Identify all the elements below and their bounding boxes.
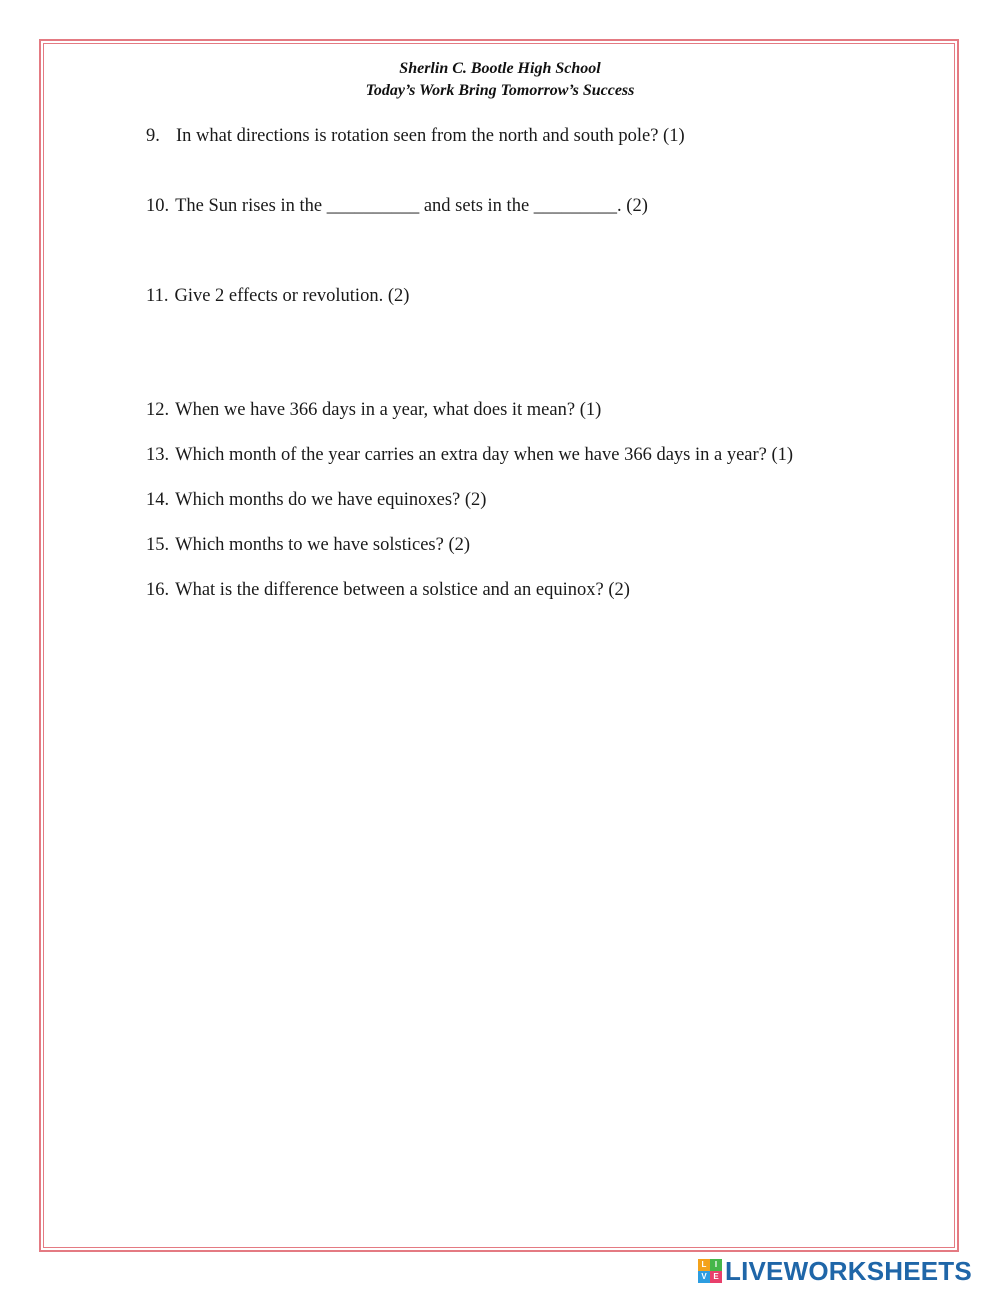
question-12: [146, 398, 601, 422]
logo-tile-e: E: [710, 1271, 722, 1283]
question-10: [146, 194, 648, 218]
question-text: Which months do we have equinoxes? (2): [175, 490, 487, 510]
liveworksheets-logo-icon: [698, 1259, 722, 1283]
question-16: [146, 578, 630, 602]
question-number: 15.: [146, 535, 170, 555]
worksheet-header: [0, 58, 1000, 102]
question-text: Which month of the year carries an extra day when we have 366 days in a year? (1): [175, 445, 794, 465]
question-text: What is the difference between a solstice and an equinox? (2): [175, 580, 630, 600]
logo-tile-l: L: [698, 1259, 710, 1271]
question-number: 16.: [146, 580, 170, 600]
school-motto: Today’s Work Bring Tomorrow’s Success: [365, 82, 635, 99]
question-15: [146, 533, 470, 557]
question-9: [146, 124, 685, 148]
question-number: 13.: [146, 445, 170, 465]
logo-tile-v: V: [698, 1271, 710, 1283]
question-number: 11.: [146, 286, 169, 306]
question-11: [146, 284, 409, 308]
question-number: 14.: [146, 490, 170, 510]
question-number: 9.: [146, 126, 160, 146]
question-13: [146, 443, 793, 467]
question-text: When we have 366 days in a year, what does it mean? (1): [175, 400, 602, 420]
liveworksheets-logo-text: LIVEWORKSHEETS: [725, 1256, 972, 1286]
question-text: In what directions is rotation seen from the north and south pole? (1): [176, 126, 685, 146]
question-14: [146, 488, 486, 512]
question-number: 12.: [146, 400, 170, 420]
logo-tile-i: I: [710, 1259, 722, 1271]
school-name: Sherlin C. Bootle High School: [399, 60, 601, 77]
liveworksheets-logo: [698, 1256, 972, 1286]
question-text: The Sun rises in the __________ and sets in the _________. (2): [175, 196, 648, 216]
question-number: 10.: [146, 196, 170, 216]
question-text: Which months to we have solstices? (2): [175, 535, 471, 555]
question-text: Give 2 effects or revolution. (2): [174, 286, 410, 306]
page-border-inner: [43, 43, 955, 1248]
